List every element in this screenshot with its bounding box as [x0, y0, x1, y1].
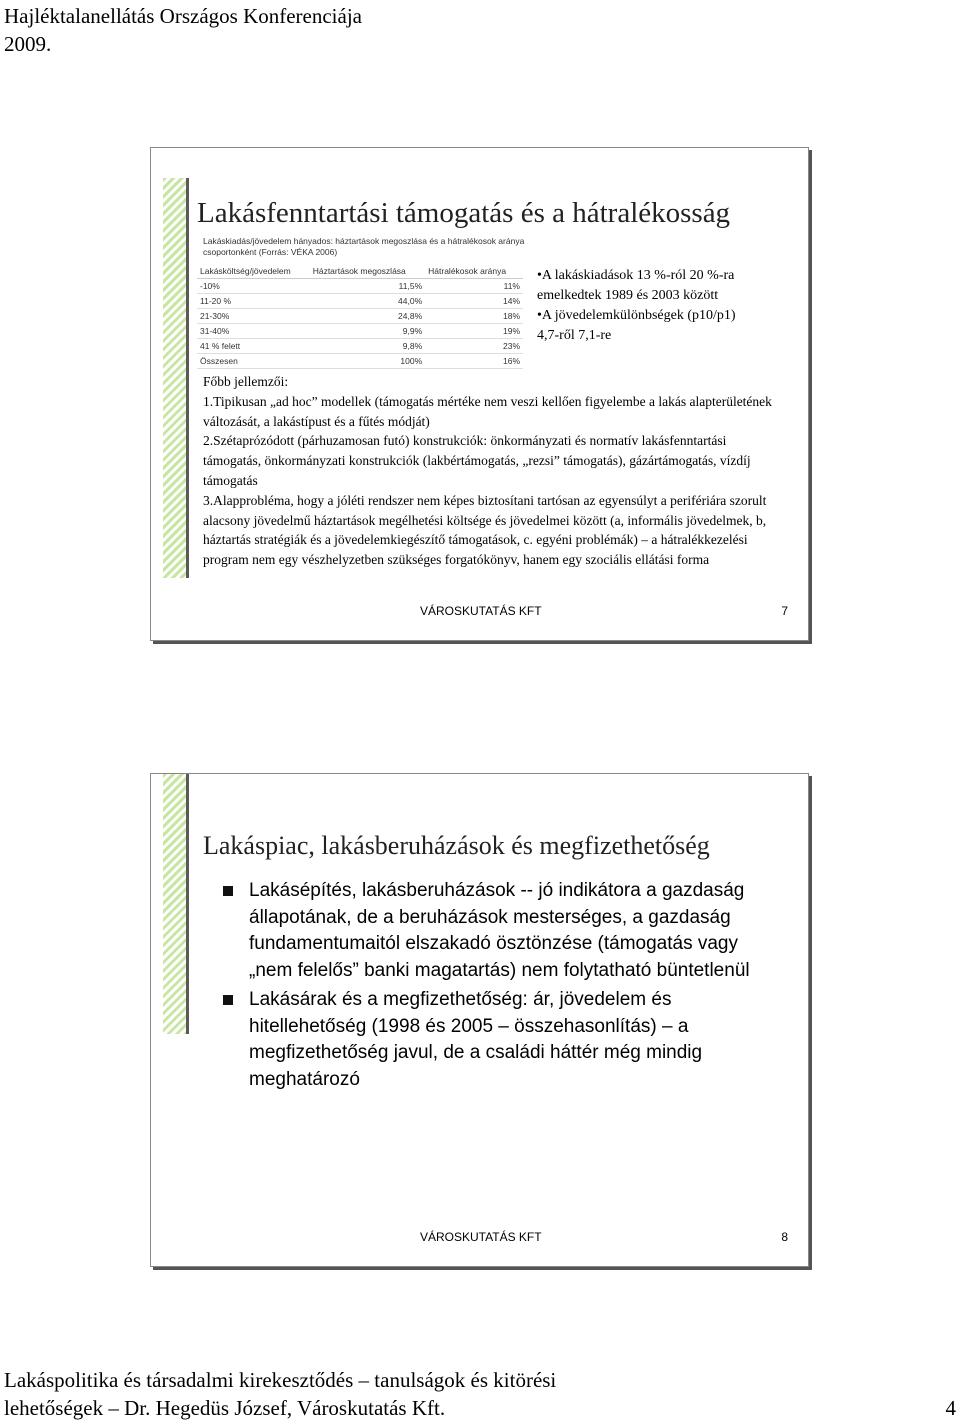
table-row: [197, 279, 523, 294]
body-heading: Főbb jellemzői:: [203, 374, 289, 389]
list-item-text: Lakásárak és a megfizethetőség: ár, jövedelem és hitellehetőség (1998 és 2005 – összehasonlítás) – a megfizethetőség javul, de a családi háttér még mindig meghatározó: [249, 989, 703, 1090]
conference-year: 2009.: [4, 32, 52, 56]
square-bullet-icon: [223, 886, 233, 896]
slide-body: [203, 372, 773, 570]
table-caption: Lakáskiadás/jövedelem hányados: háztartások megoszlása és a hátralékosok aránya csoportonként (Forrás: VÉKA 2006): [203, 236, 525, 257]
table-cell: 16%: [425, 354, 523, 369]
footer-line-2-row: [4, 1394, 960, 1422]
table-cell: 41 % felett: [197, 339, 310, 354]
note-bullet: [537, 266, 747, 306]
table-cell: 19%: [425, 324, 523, 339]
decorative-stripes: [163, 774, 189, 1034]
column-header: Lakásköltség/jövedelem: [197, 264, 310, 279]
table-cell: 14%: [425, 294, 523, 309]
footer-line-1: Lakáspolitika és társadalmi kirekesztődés – tanulságok és kitörési: [4, 1368, 557, 1392]
slide-8: [150, 773, 809, 1267]
table-cell: 18%: [425, 309, 523, 324]
table-row: [197, 309, 523, 324]
slide-footer: [151, 1230, 808, 1246]
slide-footer: [151, 604, 808, 620]
table-header-row: [197, 264, 523, 279]
slide-title: Lakáspiac, lakásberuházások és megfizethetőség: [203, 831, 710, 860]
table-cell: 11%: [425, 279, 523, 294]
table-cell: -10%: [197, 279, 310, 294]
side-notes: [537, 266, 747, 346]
table-row: [197, 324, 523, 339]
table-cell: 100%: [310, 354, 425, 369]
bullet-list: [223, 878, 783, 1096]
point-1: 1.Tipikusan „ad hoc” modellek (támogatás mértéke nem veszi kellően figyelembe a lakás alapterületének változását, a lakástípust és a fűtés módját): [203, 393, 772, 429]
point-3: 3.Alapprobléma, hogy a jóléti rendszer nem képes biztosítani tartósan az egyensúlyt a perifériára szorult alacsony jövedelmű háztartások megélhetési költsége és jövedelmei között (a, informális jövedelmek, b, háztartás stratégiák és a jövedelemkiegészítő támogatások, c. egyéni problémák) – a hátralékkezelési program nem egy vészhelyzetben szükséges forgatókönyv, hanem egy szociális ellátási forma: [203, 492, 767, 568]
footer-organization: VÁROSKUTATÁS KFT: [420, 604, 542, 618]
page-footer: [4, 1366, 960, 1422]
table-cell: 31-40%: [197, 324, 310, 339]
footer-line-2: lehetőségek – Dr. Hegedüs József, Városkutatás Kft.: [4, 1396, 446, 1420]
square-bullet-icon: [223, 995, 233, 1005]
table-cell: 11,5%: [310, 279, 425, 294]
table-row: [197, 294, 523, 309]
table-cell: 21-30%: [197, 309, 310, 324]
list-item-text: Lakásépítés, lakásberuházások -- jó indikátora a gazdaság állapotának, de a beruházások mesterséges, a gazdaság fundamentumaitól elszakadó ösztönzése (támogatás vagy „nem felelős” banki magatartás) nem folytatható büntetlenül: [249, 880, 750, 981]
slide-7: [150, 147, 809, 641]
note-text: A jövedelemkülönbségek (p10/p1) 4,7-ről 7,1-re: [537, 308, 736, 343]
table-cell: 44,0%: [310, 294, 425, 309]
note-bullet: [537, 306, 747, 346]
slide-title: Lakásfenntartási támogatás és a hátralékosság: [197, 197, 731, 229]
decorative-stripes: [163, 178, 189, 578]
data-table: [197, 264, 523, 369]
slide-number: 7: [781, 604, 788, 618]
table-row: [197, 354, 523, 369]
list-item: [223, 987, 783, 1093]
conference-title: Hajléktalanellátás Országos Konferenciája: [4, 4, 362, 28]
slide-number: 8: [781, 1230, 788, 1244]
table-cell: 9,9%: [310, 324, 425, 339]
list-item: [223, 878, 783, 984]
table-cell: 11-20 %: [197, 294, 310, 309]
table-cell: 23%: [425, 339, 523, 354]
table-cell: 9,8%: [310, 339, 425, 354]
column-header: Hátralékosok aránya: [425, 264, 523, 279]
column-header: Háztartások megoszlása: [310, 264, 425, 279]
point-2: 2.Szétaprózódott (párhuzamosan futó) konstrukciók: önkormányzati és normatív lakásfenntartási támogatás, önkormányzati konstrukciók (lakbértámogatás, „rezsi” támogatás), gázártámogatás, vízdíj támogatás: [203, 433, 751, 488]
table-row: [197, 339, 523, 354]
page-number: 4: [945, 1396, 956, 1420]
footer-organization: VÁROSKUTATÁS KFT: [420, 1230, 542, 1244]
note-text: A lakáskiadások 13 %-ról 20 %-ra emelkedtek 1989 és 2003 között: [537, 268, 735, 303]
table-cell: 24,8%: [310, 309, 425, 324]
table-cell: Összesen: [197, 354, 310, 369]
page-header: [4, 2, 704, 58]
